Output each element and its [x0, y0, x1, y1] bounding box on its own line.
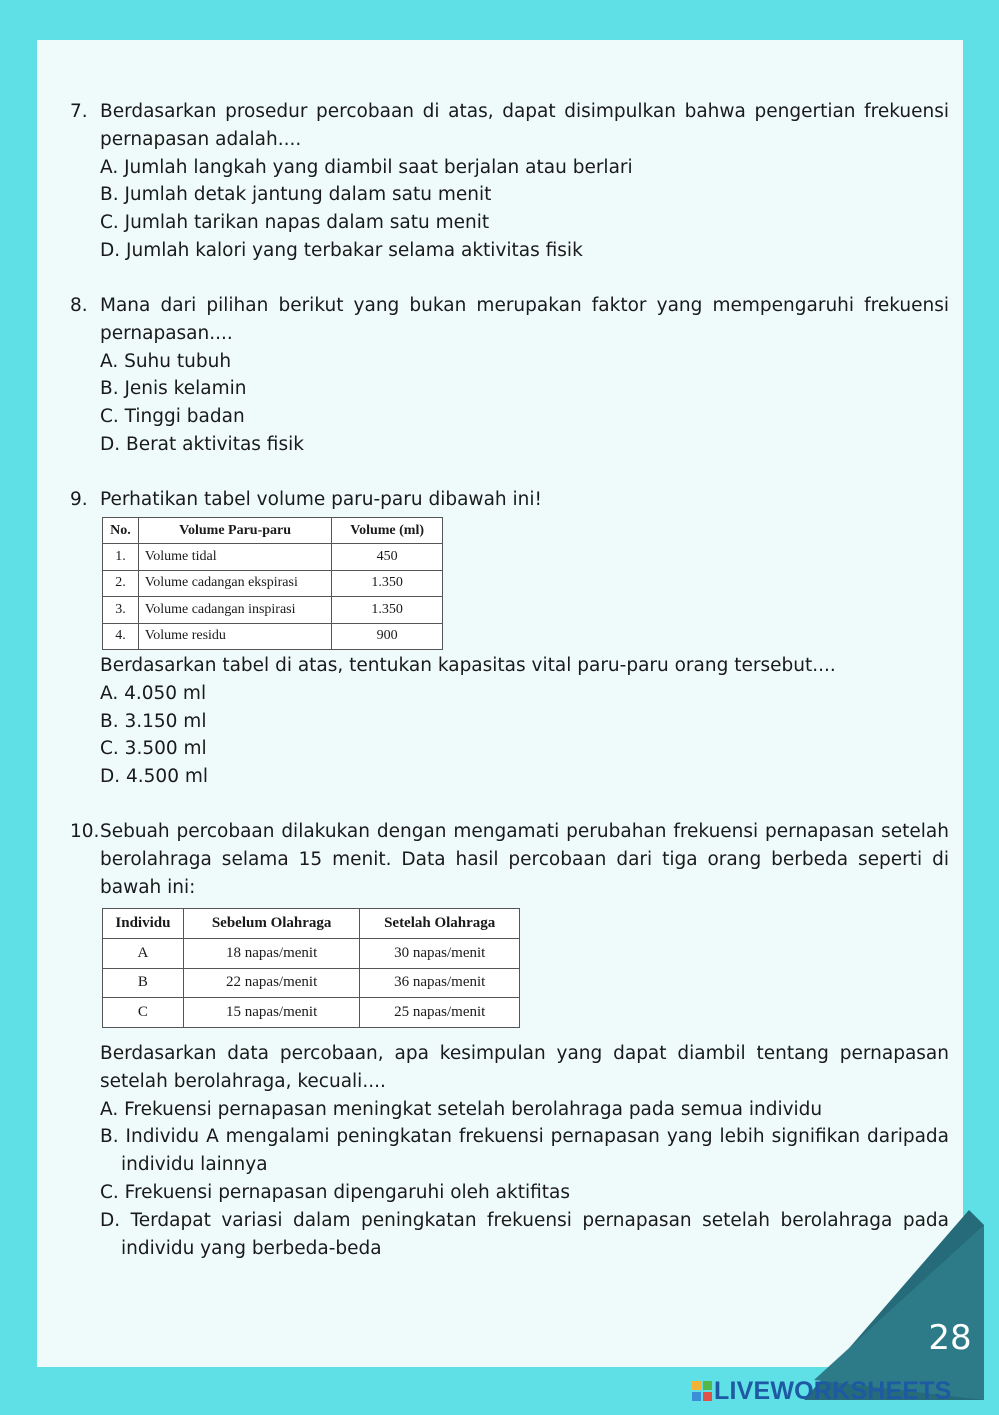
question-stem: Mana dari pilihan berikut yang bukan merupakan faktor yang mempengaruhi frekuensi pernapasan....	[100, 295, 949, 344]
question-number: 7.	[70, 101, 88, 122]
table-header: Volume (ml)	[332, 518, 443, 544]
option-d[interactable]: D. Berat aktivitas fisik	[100, 433, 304, 455]
option-d[interactable]: D. 4.500 ml	[100, 766, 209, 788]
table-cell: 1.350	[332, 570, 443, 597]
table-row	[103, 998, 520, 1028]
table-cell: 2.	[103, 570, 139, 597]
table-cell: 30 napas/menit	[360, 939, 520, 969]
option-a[interactable]: A. 4.050 ml	[100, 682, 207, 704]
table-cell: Volume cadangan inspirasi	[138, 597, 331, 624]
question-9-prompt	[70, 652, 949, 791]
question-7	[70, 98, 949, 265]
question-8	[70, 292, 949, 459]
table-cell: Volume tidal	[138, 544, 331, 571]
question-number: 9.	[70, 489, 88, 510]
page-number: 28	[928, 1318, 972, 1358]
table-row	[103, 623, 443, 650]
page-corner-decoration	[804, 1210, 984, 1400]
question-text: Berdasarkan tabel di atas, tentukan kapasitas vital paru-paru orang tersebut....	[100, 655, 836, 676]
table-row	[103, 968, 520, 998]
table-cell: 18 napas/menit	[183, 939, 360, 969]
table-header: Individu	[103, 909, 184, 939]
table-cell: 4.	[103, 623, 139, 650]
option-c[interactable]: C. Frekuensi pernapasan dipengaruhi oleh aktifitas	[100, 1181, 570, 1203]
table-cell: 450	[332, 544, 443, 571]
question-stem: Perhatikan tabel volume paru-paru dibawah ini!	[100, 489, 542, 510]
option-d[interactable]: D. Jumlah kalori yang terbakar selama aktivitas fisik	[100, 239, 583, 261]
corner-fold-shape	[814, 1225, 984, 1400]
table-header: Volume Paru-paru	[138, 518, 331, 544]
option-b[interactable]: B. Jenis kelamin	[100, 378, 247, 400]
table-cell: 1.350	[332, 597, 443, 624]
lung-volume-table	[102, 517, 443, 650]
question-number: 10.	[70, 821, 100, 842]
table-cell: A	[103, 939, 184, 969]
option-a[interactable]: A. Suhu tubuh	[100, 350, 232, 372]
option-c[interactable]: C. Jumlah tarikan napas dalam satu menit	[100, 212, 490, 234]
table-header: No.	[103, 518, 139, 544]
question-stem: Berdasarkan prosedur percobaan di atas, dapat disimpulkan bahwa pengertian frekuensi pernapasan adalah....	[100, 101, 949, 150]
option-a[interactable]: A. Frekuensi pernapasan meningkat setelah berolahraga pada semua individu	[100, 1098, 823, 1120]
table-cell: 900	[332, 623, 443, 650]
table-cell: 36 napas/menit	[360, 968, 520, 998]
table-header-row	[103, 518, 443, 544]
table-row	[103, 939, 520, 969]
table-cell: 22 napas/menit	[183, 968, 360, 998]
table-cell: C	[103, 998, 184, 1028]
table-cell: Volume residu	[138, 623, 331, 650]
question-number: 8.	[70, 295, 88, 316]
option-b[interactable]: B. Jumlah detak jantung dalam satu menit	[100, 184, 492, 206]
breathing-rate-table	[102, 908, 520, 1028]
option-a[interactable]: A. Jumlah langkah yang diambil saat berjalan atau berlari	[100, 156, 633, 178]
table-header-row	[103, 909, 520, 939]
question-9	[70, 486, 949, 514]
table-row	[103, 597, 443, 624]
option-b[interactable]: B. Individu A mengalami peningkatan frekuensi pernapasan yang lebih signifikan daripada individu lainnya	[100, 1126, 949, 1176]
table-cell: 25 napas/menit	[360, 998, 520, 1028]
question-stem: Sebuah percobaan dilakukan dengan mengamati perubahan frekuensi pernapasan setelah berolahraga selama 15 menit. Data hasil percobaan dari tiga orang berbeda seperti di bawah ini:	[100, 821, 949, 898]
table-cell: Volume cadangan ekspirasi	[138, 570, 331, 597]
liveworksheets-wordmark: LIVEWORKSHEETS	[714, 1377, 952, 1405]
question-10	[70, 818, 949, 901]
table-row	[103, 544, 443, 571]
table-cell: 15 napas/menit	[183, 998, 360, 1028]
option-d[interactable]: D. Terdapat variasi dalam peningkatan frekuensi pernapasan setelah berolahraga pada individu yang berbeda-beda	[100, 1209, 949, 1259]
table-row	[103, 570, 443, 597]
table-cell: 1.	[103, 544, 139, 571]
table-header: Sebelum Olahraga	[183, 909, 360, 939]
option-c[interactable]: C. Tinggi badan	[100, 406, 245, 428]
liveworksheets-icon	[692, 1381, 712, 1401]
table-header: Setelah Olahraga	[360, 909, 520, 939]
option-c[interactable]: C. 3.500 ml	[100, 738, 207, 760]
option-b[interactable]: B. 3.150 ml	[100, 710, 207, 732]
table-cell: 3.	[103, 597, 139, 624]
question-text: Berdasarkan data percobaan, apa kesimpulan yang dapat diambil tentang pernapasan setelah berolahraga, kecuali....	[100, 1043, 949, 1092]
table-cell: B	[103, 968, 184, 998]
